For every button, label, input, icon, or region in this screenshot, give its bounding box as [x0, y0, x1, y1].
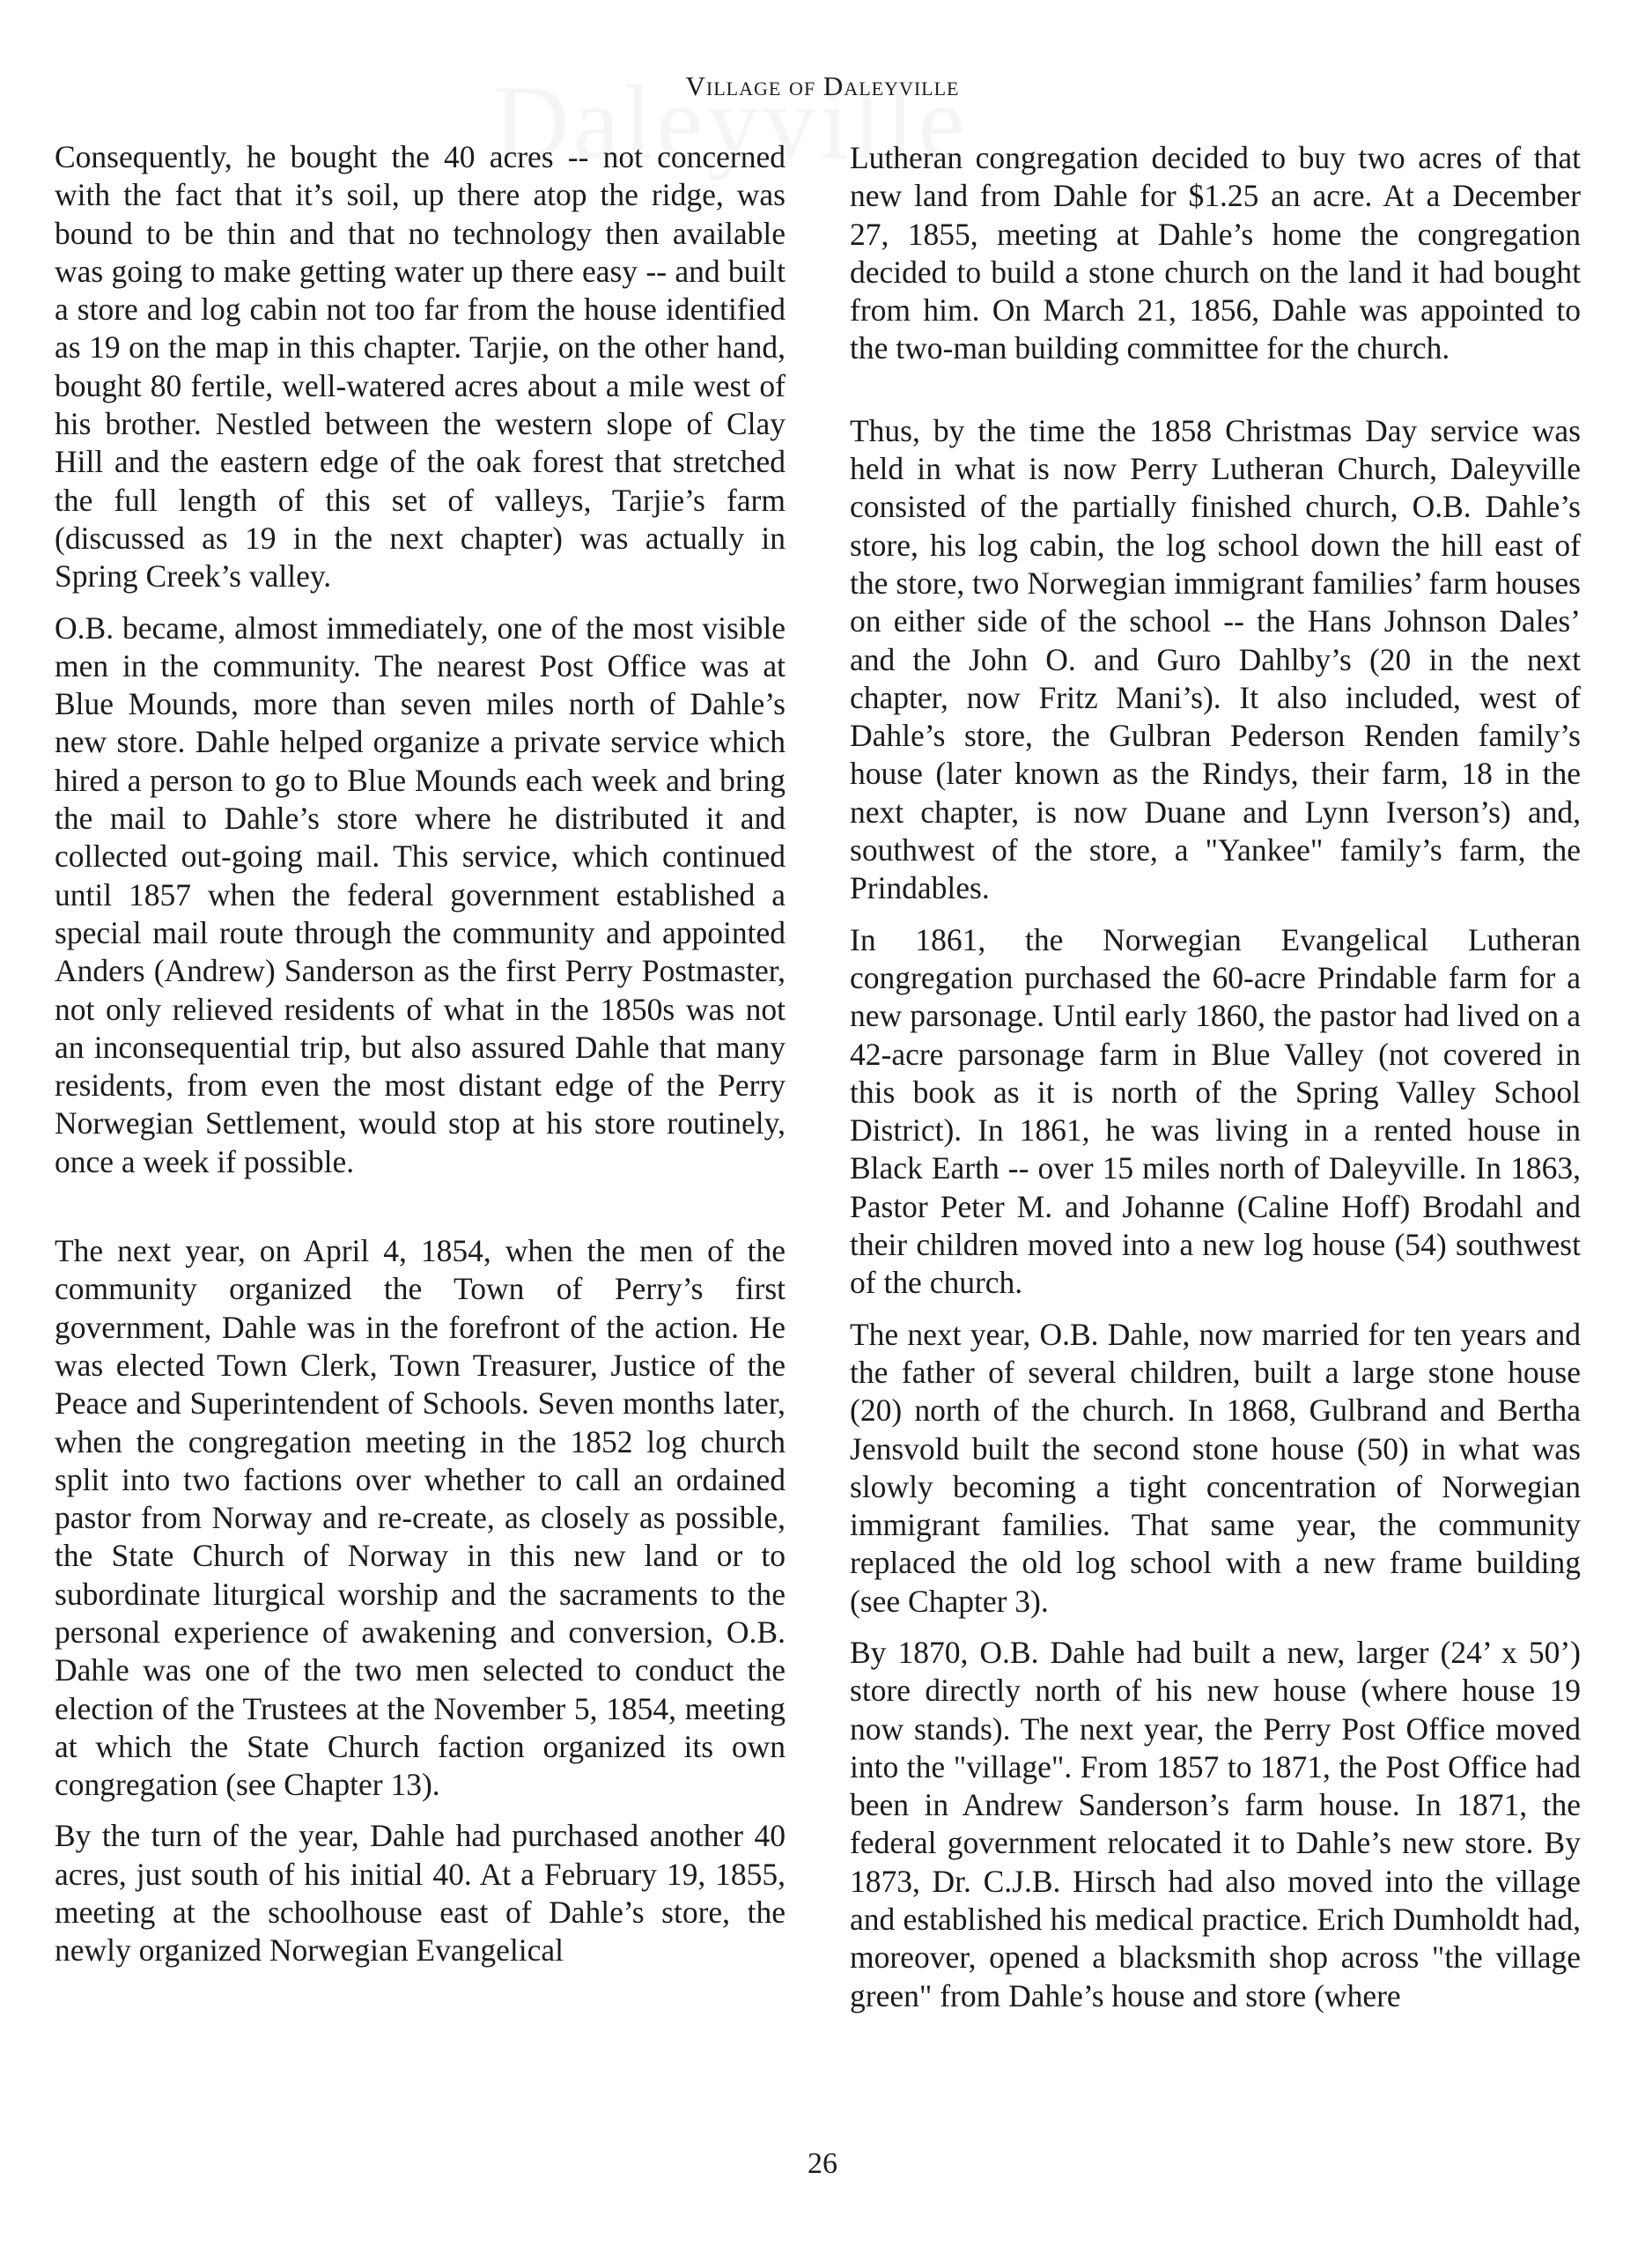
- paragraph: Lutheran congregation decided to buy two acres of that new land from Dahle for $1.25 an acre. At a December 27, 1855, meeting at Dahle’s home the congregation decided to build a stone church on the land it had bought from him. On March 21, 1856, Dahle was appointed to the two-man building committee for the church.: [850, 140, 1581, 366]
- running-header-title: Village of Daleyville: [685, 70, 960, 101]
- paragraph: O.B. became, almost immediately, one of the most visible men in the community. The nearest Post Office was at Blue Mounds, more than seven miles north of Dahle’s new store. Dahle helped organize a private service which hired a person to go to Blue Mounds each week and bring the mail to Dahle’s store where he distributed it and collected out-going mail. This service, which continued until 1857 when the federal government established a special mail route through the community and appointed Anders (Andrew) Sanderson as the first Perry Postmaster, not only relieved residents of what in the 1850s was not an inconsequential trip, but also assured Dahle that many residents, from even the most distant edge of the Perry Norwegian Settlement, would stop at his store routinely, once a week if possible.: [55, 609, 786, 1179]
- page-number: 26: [808, 2147, 837, 2180]
- paragraph: The next year, on April 4, 1854, when the men of the community organized the Town of Perry’s first government, Dahle was in the forefront of the action. He was elected Town Clerk, Town Treasurer, Justice of the Peace and Superintendent of Schools. Seven months later, when the congregation meeting in the 1852 log church split into two factions over whether to call an ordained pastor from Norway and re-create, as closely as possible, the State Church of Norway in this new land or to subordinate liturgical worship and the sacraments to the personal experience of awakening and conversion, O.B. Dahle was one of the two men selected to conduct the election of the Trustees at the November 5, 1854, meeting at which the State Church faction organized its own congregation (see Chapter 13).: [55, 1233, 786, 1803]
- left-text-column: [55, 138, 786, 1970]
- paragraph: Thus, by the time the 1858 Christmas Day service was held in what is now Perry Lutheran Church, Daleyville consisted of the partially finished church, O.B. Dahle’s store, his log cabin, the log school down the hill east of the store, two Norwegian immigrant families’ farm houses on either side of the school -- the Hans Johnson Dales’ and the John O. and Guro Dahlby’s (20 in the next chapter, now Fritz Mani’s). It also included, west of Dahle’s store, the Gulbran Pederson Renden family’s house (later known as the Rindys, their farm, 18 in the next chapter, is now Duane and Lynn Iverson’s) and, southwest of the store, a "Yankee" family’s farm, the Prindables.: [850, 412, 1581, 906]
- paragraph: Consequently, he bought the 40 acres -- not concerned with the fact that it’s soil, up there atop the ridge, was bound to be thin and that no technology then available was going to make getting water up there easy -- and built a store and log cabin not too far from the house identified as 19 on the map in this chapter. Tarjie, on the other hand, bought 80 fertile, well-watered acres about a mile west of his brother. Nestled between the western slope of Clay Hill and the eastern edge of the oak forest that stretched the full length of this set of valleys, Tarjie’s farm (discussed as 19 in the next chapter) was actually in Spring Creek’s valley.: [55, 139, 786, 595]
- paragraph: In 1861, the Norwegian Evangelical Lutheran congregation purchased the 60-acre Prindable farm for a new parsonage. Until early 1860, the pastor had lived on a 42-acre parsonage farm in Blue Valley (not covered in this book as it is north of the Spring Valley School District). In 1861, he was living in a rented house in Black Earth -- over 15 miles north of Daleyville. In 1863, Pastor Peter M. and Johanne (Caline Hoff) Brodahl and their children moved into a new log house (54) southwest of the church.: [850, 921, 1581, 1301]
- paragraph: By the turn of the year, Dahle had purchased another 40 acres, just south of his initial 40. At a February 19, 1855, meeting at the schoolhouse east of Dahle’s store, the newly organized Norwegian Evangelical: [55, 1818, 786, 1969]
- paragraph: By 1870, O.B. Dahle had built a new, larger (24’ x 50’) store directly north of his new house (where house 19 now stands). The next year, the Perry Post Office moved into the "village". From 1857 to 1871, the Post Office had been in Andrew Sanderson’s farm house. In 1871, the federal government relocated it to Dahle’s new store. By 1873, Dr. C.J.B. Hirsch had also moved into the village and established his medical practice. Erich Dumholdt had, moreover, opened a blacksmith shop across "the village green" from Dahle’s house and store (where: [850, 1634, 1581, 2013]
- right-text-column: [850, 139, 1581, 2015]
- paragraph: The next year, O.B. Dahle, now married for ten years and the father of several children, built a large stone house (20) north of the church. In 1868, Gulbrand and Bertha Jensvold built the second stone house (50) in what was slowly becoming a tight concentration of Norwegian immigrant families. That same year, the community replaced the old log school with a new frame building (see Chapter 3).: [850, 1316, 1581, 1619]
